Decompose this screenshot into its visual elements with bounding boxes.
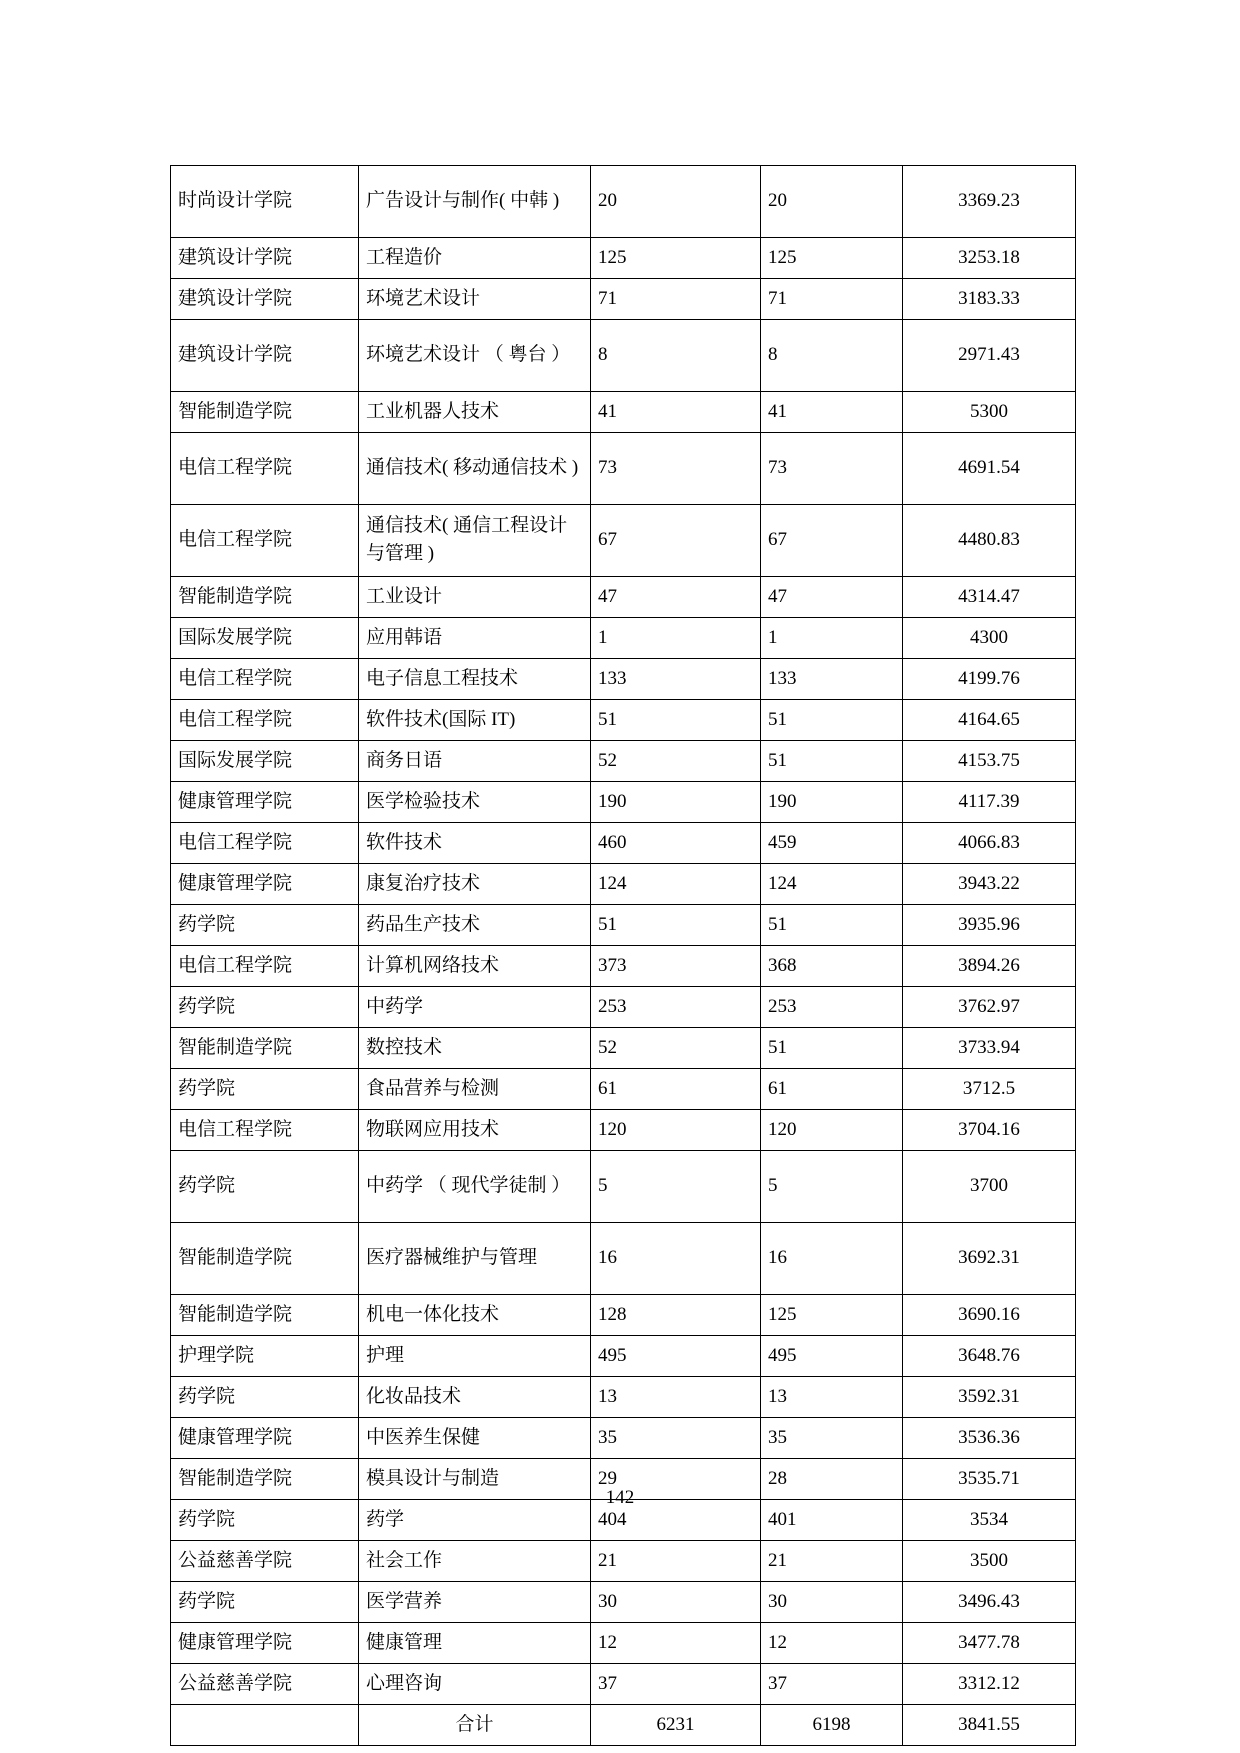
cell-total-actual: 6198 bbox=[761, 1705, 903, 1746]
table-row bbox=[171, 946, 1076, 987]
cell-college: 智能制造学院 bbox=[171, 1295, 359, 1336]
table-row bbox=[171, 700, 1076, 741]
cell-college: 药学院 bbox=[171, 987, 359, 1028]
cell-college: 智能制造学院 bbox=[171, 577, 359, 618]
cell-plan-count: 47 bbox=[591, 577, 761, 618]
cell-fee: 4300 bbox=[903, 618, 1076, 659]
cell-plan-count: 52 bbox=[591, 1028, 761, 1069]
cell-plan-count: 495 bbox=[591, 1336, 761, 1377]
cell-college: 电信工程学院 bbox=[171, 433, 359, 505]
cell-fee: 3690.16 bbox=[903, 1295, 1076, 1336]
cell-fee: 3648.76 bbox=[903, 1336, 1076, 1377]
table-row bbox=[171, 392, 1076, 433]
cell-actual-count: 16 bbox=[761, 1223, 903, 1295]
cell-major: 护理 bbox=[359, 1336, 591, 1377]
cell-plan-count: 373 bbox=[591, 946, 761, 987]
cell-plan-count: 5 bbox=[591, 1151, 761, 1223]
cell-actual-count: 30 bbox=[761, 1582, 903, 1623]
cell-plan-count: 52 bbox=[591, 741, 761, 782]
cell-actual-count: 253 bbox=[761, 987, 903, 1028]
cell-actual-count: 124 bbox=[761, 864, 903, 905]
cell-college: 智能制造学院 bbox=[171, 392, 359, 433]
cell-fee: 4480.83 bbox=[903, 505, 1076, 577]
table-row bbox=[171, 1541, 1076, 1582]
table-row bbox=[171, 279, 1076, 320]
cell-college: 电信工程学院 bbox=[171, 700, 359, 741]
cell-actual-count: 125 bbox=[761, 238, 903, 279]
cell-college: 健康管理学院 bbox=[171, 1418, 359, 1459]
table-row bbox=[171, 823, 1076, 864]
cell-actual-count: 459 bbox=[761, 823, 903, 864]
cell-major: 计算机网络技术 bbox=[359, 946, 591, 987]
cell-college: 药学院 bbox=[171, 1151, 359, 1223]
table-row bbox=[171, 238, 1076, 279]
cell-college: 电信工程学院 bbox=[171, 1110, 359, 1151]
table-row bbox=[171, 905, 1076, 946]
cell-college: 药学院 bbox=[171, 1069, 359, 1110]
cell-actual-count: 73 bbox=[761, 433, 903, 505]
cell-college: 电信工程学院 bbox=[171, 659, 359, 700]
cell-college: 智能制造学院 bbox=[171, 1028, 359, 1069]
table-row bbox=[171, 741, 1076, 782]
table-row bbox=[171, 433, 1076, 505]
cell-actual-count: 35 bbox=[761, 1418, 903, 1459]
table-row bbox=[171, 659, 1076, 700]
cell-actual-count: 20 bbox=[761, 166, 903, 238]
cell-actual-count: 51 bbox=[761, 741, 903, 782]
cell-total-plan: 6231 bbox=[591, 1705, 761, 1746]
cell-actual-count: 71 bbox=[761, 279, 903, 320]
cell-fee: 3500 bbox=[903, 1541, 1076, 1582]
cell-actual-count: 1 bbox=[761, 618, 903, 659]
cell-fee: 3312.12 bbox=[903, 1664, 1076, 1705]
cell-college: 国际发展学院 bbox=[171, 741, 359, 782]
cell-college: 电信工程学院 bbox=[171, 505, 359, 577]
table-row bbox=[171, 618, 1076, 659]
table-row bbox=[171, 166, 1076, 238]
cell-plan-count: 460 bbox=[591, 823, 761, 864]
cell-plan-count: 133 bbox=[591, 659, 761, 700]
cell-plan-count: 1 bbox=[591, 618, 761, 659]
cell-plan-count: 13 bbox=[591, 1377, 761, 1418]
cell-plan-count: 8 bbox=[591, 320, 761, 392]
cell-plan-count: 190 bbox=[591, 782, 761, 823]
cell-fee: 4314.47 bbox=[903, 577, 1076, 618]
cell-fee: 3536.36 bbox=[903, 1418, 1076, 1459]
cell-actual-count: 41 bbox=[761, 392, 903, 433]
cell-fee: 2971.43 bbox=[903, 320, 1076, 392]
cell-fee: 3592.31 bbox=[903, 1377, 1076, 1418]
cell-major: 应用韩语 bbox=[359, 618, 591, 659]
cell-actual-count: 21 bbox=[761, 1541, 903, 1582]
cell-plan-count: 20 bbox=[591, 166, 761, 238]
cell-actual-count: 125 bbox=[761, 1295, 903, 1336]
cell-total-blank bbox=[171, 1705, 359, 1746]
cell-major: 环境艺术设计 （ 粤台 ） bbox=[359, 320, 591, 392]
cell-major: 中药学 （ 现代学徒制 ） bbox=[359, 1151, 591, 1223]
cell-college: 健康管理学院 bbox=[171, 864, 359, 905]
cell-college: 建筑设计学院 bbox=[171, 320, 359, 392]
cell-total-label: 合计 bbox=[359, 1705, 591, 1746]
table-row bbox=[171, 1151, 1076, 1223]
cell-major: 广告设计与制作( 中韩 ) bbox=[359, 166, 591, 238]
cell-fee: 4066.83 bbox=[903, 823, 1076, 864]
cell-plan-count: 71 bbox=[591, 279, 761, 320]
cell-major: 数控技术 bbox=[359, 1028, 591, 1069]
page-number: 142 bbox=[605, 1487, 635, 1508]
table-row bbox=[171, 1336, 1076, 1377]
cell-college: 电信工程学院 bbox=[171, 946, 359, 987]
cell-college: 药学院 bbox=[171, 1582, 359, 1623]
cell-fee: 4199.76 bbox=[903, 659, 1076, 700]
table-row bbox=[171, 1110, 1076, 1151]
cell-fee: 3704.16 bbox=[903, 1110, 1076, 1151]
cell-major: 健康管理 bbox=[359, 1623, 591, 1664]
cell-college: 建筑设计学院 bbox=[171, 238, 359, 279]
cell-college: 智能制造学院 bbox=[171, 1223, 359, 1295]
cell-plan-count: 16 bbox=[591, 1223, 761, 1295]
cell-plan-count: 128 bbox=[591, 1295, 761, 1336]
cell-plan-count: 29 bbox=[591, 1459, 761, 1500]
cell-plan-count: 30 bbox=[591, 1582, 761, 1623]
cell-actual-count: 51 bbox=[761, 700, 903, 741]
cell-actual-count: 28 bbox=[761, 1459, 903, 1500]
cell-college: 时尚设计学院 bbox=[171, 166, 359, 238]
table-row bbox=[171, 1377, 1076, 1418]
cell-major: 物联网应用技术 bbox=[359, 1110, 591, 1151]
cell-fee: 4691.54 bbox=[903, 433, 1076, 505]
cell-major: 软件技术(国际 IT) bbox=[359, 700, 591, 741]
cell-major: 商务日语 bbox=[359, 741, 591, 782]
cell-college: 电信工程学院 bbox=[171, 823, 359, 864]
table-row bbox=[171, 577, 1076, 618]
cell-plan-count: 253 bbox=[591, 987, 761, 1028]
cell-plan-count: 120 bbox=[591, 1110, 761, 1151]
cell-plan-count: 125 bbox=[591, 238, 761, 279]
table-row bbox=[171, 1223, 1076, 1295]
cell-major: 康复治疗技术 bbox=[359, 864, 591, 905]
cell-major: 食品营养与检测 bbox=[359, 1069, 591, 1110]
cell-actual-count: 8 bbox=[761, 320, 903, 392]
table-row bbox=[171, 1295, 1076, 1336]
cell-major: 软件技术 bbox=[359, 823, 591, 864]
table-row bbox=[171, 1582, 1076, 1623]
cell-actual-count: 67 bbox=[761, 505, 903, 577]
table-row bbox=[171, 782, 1076, 823]
cell-fee: 3477.78 bbox=[903, 1623, 1076, 1664]
table-row bbox=[171, 987, 1076, 1028]
cell-plan-count: 124 bbox=[591, 864, 761, 905]
cell-major: 工业机器人技术 bbox=[359, 392, 591, 433]
cell-college: 智能制造学院 bbox=[171, 1459, 359, 1500]
cell-plan-count: 35 bbox=[591, 1418, 761, 1459]
cell-total-fee: 3841.55 bbox=[903, 1705, 1076, 1746]
cell-major: 医学营养 bbox=[359, 1582, 591, 1623]
cell-plan-count: 51 bbox=[591, 905, 761, 946]
cell-major: 药品生产技术 bbox=[359, 905, 591, 946]
cell-actual-count: 401 bbox=[761, 1500, 903, 1541]
cell-fee: 3712.5 bbox=[903, 1069, 1076, 1110]
cell-actual-count: 133 bbox=[761, 659, 903, 700]
cell-fee: 3369.23 bbox=[903, 166, 1076, 238]
cell-fee: 3534 bbox=[903, 1500, 1076, 1541]
cell-college: 健康管理学院 bbox=[171, 782, 359, 823]
cell-actual-count: 13 bbox=[761, 1377, 903, 1418]
cell-major: 通信技术( 移动通信技术 ) bbox=[359, 433, 591, 505]
cell-major: 心理咨询 bbox=[359, 1664, 591, 1705]
cell-major: 医学检验技术 bbox=[359, 782, 591, 823]
cell-fee: 3535.71 bbox=[903, 1459, 1076, 1500]
cell-plan-count: 12 bbox=[591, 1623, 761, 1664]
cell-major: 中药学 bbox=[359, 987, 591, 1028]
cell-plan-count: 41 bbox=[591, 392, 761, 433]
table-row bbox=[171, 1664, 1076, 1705]
cell-fee: 3183.33 bbox=[903, 279, 1076, 320]
cell-plan-count: 51 bbox=[591, 700, 761, 741]
cell-fee: 3733.94 bbox=[903, 1028, 1076, 1069]
cell-fee: 4153.75 bbox=[903, 741, 1076, 782]
cell-major: 中医养生保健 bbox=[359, 1418, 591, 1459]
cell-actual-count: 37 bbox=[761, 1664, 903, 1705]
cell-actual-count: 495 bbox=[761, 1336, 903, 1377]
cell-major: 环境艺术设计 bbox=[359, 279, 591, 320]
cell-college: 公益慈善学院 bbox=[171, 1664, 359, 1705]
table-row bbox=[171, 1069, 1076, 1110]
table-row bbox=[171, 505, 1076, 577]
cell-fee: 4117.39 bbox=[903, 782, 1076, 823]
cell-college: 建筑设计学院 bbox=[171, 279, 359, 320]
cell-fee: 3943.22 bbox=[903, 864, 1076, 905]
cell-college: 药学院 bbox=[171, 1377, 359, 1418]
cell-major: 药学 bbox=[359, 1500, 591, 1541]
cell-plan-count: 21 bbox=[591, 1541, 761, 1582]
cell-fee: 3700 bbox=[903, 1151, 1076, 1223]
cell-plan-count: 37 bbox=[591, 1664, 761, 1705]
cell-major: 工程造价 bbox=[359, 238, 591, 279]
cell-college: 公益慈善学院 bbox=[171, 1541, 359, 1582]
table-row bbox=[171, 320, 1076, 392]
table-row bbox=[171, 1028, 1076, 1069]
table-row bbox=[171, 1418, 1076, 1459]
table-row bbox=[171, 1623, 1076, 1664]
cell-major: 电子信息工程技术 bbox=[359, 659, 591, 700]
cell-fee: 3762.97 bbox=[903, 987, 1076, 1028]
cell-major: 医疗器械维护与管理 bbox=[359, 1223, 591, 1295]
cell-college: 药学院 bbox=[171, 905, 359, 946]
cell-actual-count: 120 bbox=[761, 1110, 903, 1151]
cell-actual-count: 47 bbox=[761, 577, 903, 618]
cell-fee: 4164.65 bbox=[903, 700, 1076, 741]
cell-plan-count: 61 bbox=[591, 1069, 761, 1110]
table-row bbox=[171, 864, 1076, 905]
cell-actual-count: 190 bbox=[761, 782, 903, 823]
cell-major: 模具设计与制造 bbox=[359, 1459, 591, 1500]
cell-college: 护理学院 bbox=[171, 1336, 359, 1377]
cell-actual-count: 51 bbox=[761, 1028, 903, 1069]
cell-college: 健康管理学院 bbox=[171, 1623, 359, 1664]
cell-actual-count: 12 bbox=[761, 1623, 903, 1664]
cell-college: 药学院 bbox=[171, 1500, 359, 1541]
cell-major: 工业设计 bbox=[359, 577, 591, 618]
cell-college: 国际发展学院 bbox=[171, 618, 359, 659]
cell-actual-count: 51 bbox=[761, 905, 903, 946]
cell-major: 机电一体化技术 bbox=[359, 1295, 591, 1336]
cell-fee: 3935.96 bbox=[903, 905, 1076, 946]
cell-actual-count: 61 bbox=[761, 1069, 903, 1110]
cell-fee: 3253.18 bbox=[903, 238, 1076, 279]
cell-major: 通信技术( 通信工程设计与管理 ) bbox=[359, 505, 591, 577]
table-total-row bbox=[171, 1705, 1076, 1746]
cell-fee: 3894.26 bbox=[903, 946, 1076, 987]
cell-actual-count: 368 bbox=[761, 946, 903, 987]
cell-plan-count: 67 bbox=[591, 505, 761, 577]
cell-plan-count: 73 bbox=[591, 433, 761, 505]
cell-plan-count: 404 bbox=[591, 1500, 761, 1541]
cell-fee: 3692.31 bbox=[903, 1223, 1076, 1295]
cell-major: 化妆品技术 bbox=[359, 1377, 591, 1418]
cell-fee: 5300 bbox=[903, 392, 1076, 433]
cell-actual-count: 5 bbox=[761, 1151, 903, 1223]
cell-major: 社会工作 bbox=[359, 1541, 591, 1582]
cell-fee: 3496.43 bbox=[903, 1582, 1076, 1623]
